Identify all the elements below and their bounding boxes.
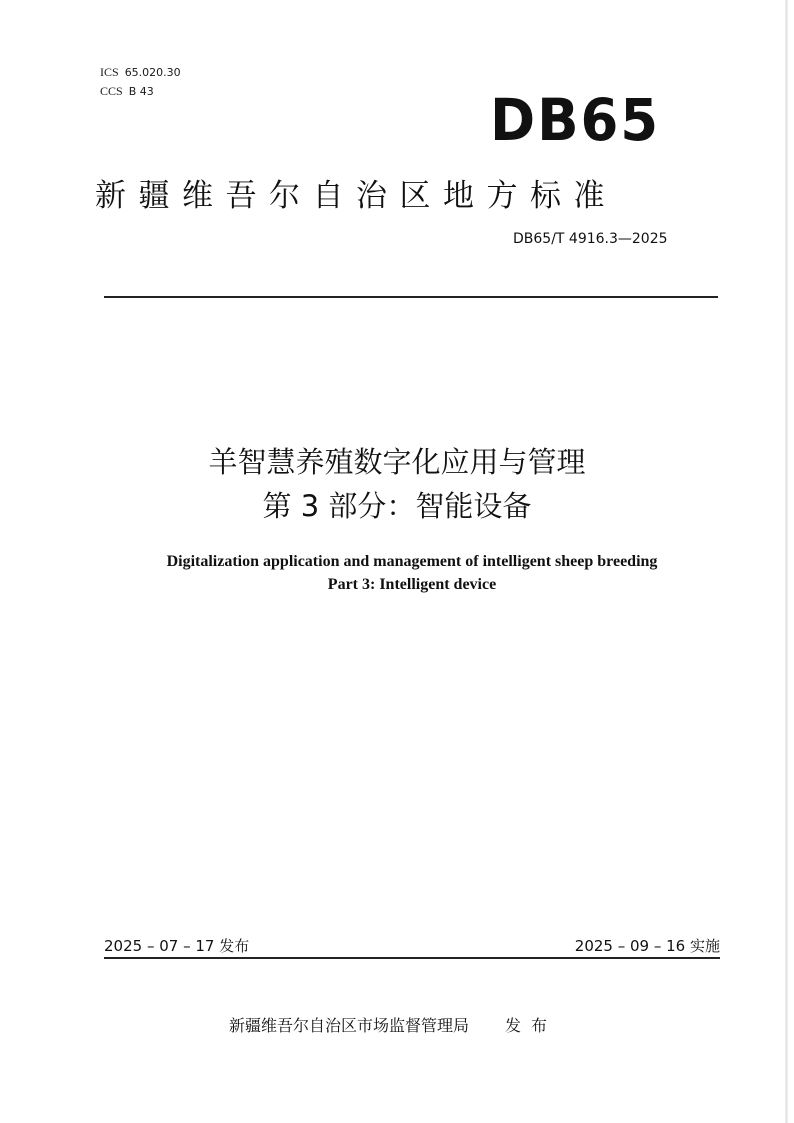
db65-logo: [490, 88, 665, 150]
ccs-row: [100, 82, 181, 101]
header-divider: [104, 296, 718, 298]
issuing-authority: [229, 1013, 557, 1036]
db65-logo-text: DB65: [490, 88, 660, 150]
ics-code: 65.020.30: [124, 66, 181, 79]
classification-codes: [100, 63, 181, 101]
title-chinese: [0, 440, 794, 528]
implementation-date: 2025 – 09 – 16 实施: [574, 937, 720, 955]
title-chinese-line-1: 羊智慧养殖数字化应用与管理: [208, 445, 586, 479]
ccs-code: B 43: [128, 85, 154, 98]
title-chinese-line-2: 第 3 部分：智能设备: [262, 489, 532, 523]
title-english-line-2: Part 3: Intelligent device: [327, 576, 497, 593]
standard-number: DB65/T 4916.3—2025: [513, 231, 668, 247]
ics-row: [100, 63, 181, 82]
issuer-action: 发布: [505, 1016, 558, 1035]
issue-date: 2025 – 07 – 17 发布: [104, 937, 250, 955]
issuer-name: 新疆维吾尔自治区市场监督管理局: [229, 1016, 470, 1035]
ics-label: ICS: [100, 65, 119, 79]
standard-type-heading: 新疆维吾尔自治区地方标准: [95, 178, 617, 214]
footer-divider: [104, 957, 720, 959]
title-english: [0, 550, 794, 596]
title-english-line-1: Digitalization application and management of intelligent sheep breeding: [166, 553, 658, 570]
ccs-label: CCS: [100, 84, 123, 98]
